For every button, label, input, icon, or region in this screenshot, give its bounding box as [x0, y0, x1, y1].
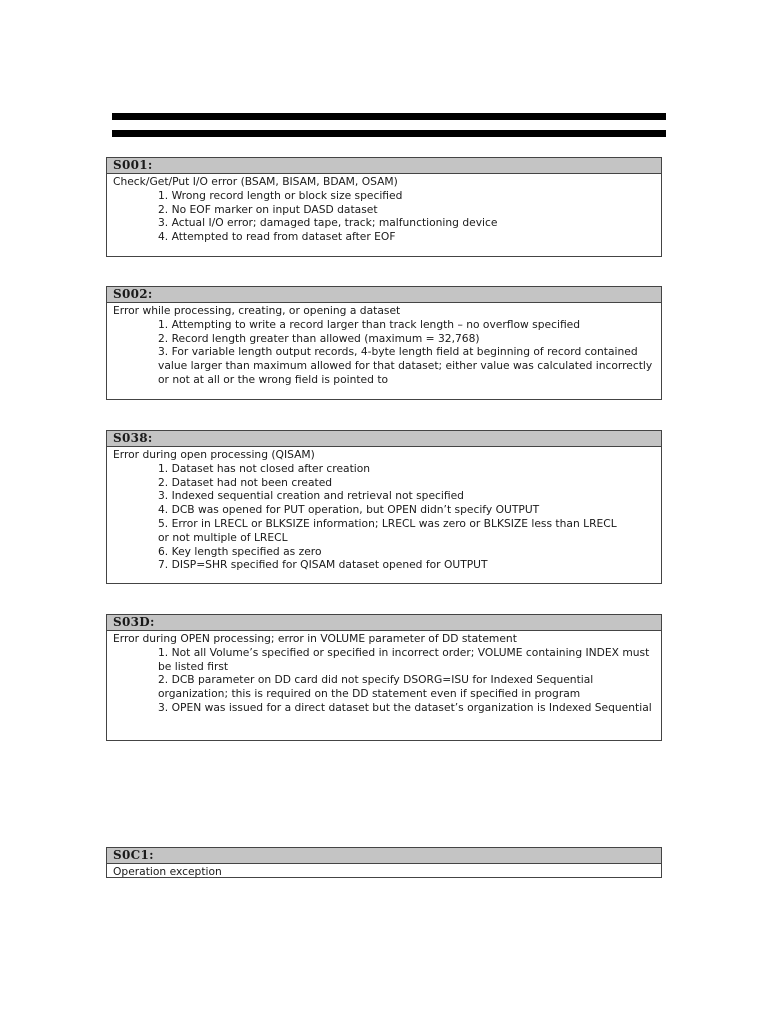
section-description: Operation exception	[113, 865, 222, 878]
cause-item: 1. Dataset has not closed after creation	[158, 461, 371, 475]
cause-item: 6. Key length specified as zero	[158, 544, 322, 558]
abend-section-s038	[106, 430, 662, 584]
section-body	[107, 447, 661, 572]
section-body	[107, 864, 661, 879]
section-code: S002:	[107, 287, 661, 303]
cause-item: 3. Indexed sequential creation and retrieval not specified	[158, 489, 464, 503]
cause-item: 4. DCB was opened for PUT operation, but OPEN didn’t specify OUTPUT	[158, 503, 540, 517]
section-description: Check/Get/Put I/O error (BSAM, BISAM, BDAM, OSAM)	[113, 175, 398, 188]
cause-list	[113, 318, 657, 387]
abend-section-s03d	[106, 614, 662, 741]
cause-item: 3. Actual I/O error; damaged tape, track; malfunctioning device	[158, 216, 498, 230]
header-rule-bottom	[112, 130, 666, 137]
cause-item: 2. Dataset had not been created	[158, 475, 333, 489]
section-code: S03D:	[107, 615, 661, 631]
cause-item: 5. Error in LRECL or BLKSIZE information; LRECL was zero or BLKSIZE less than LRECL	[158, 516, 617, 530]
section-description: Error during open processing (QISAM)	[113, 448, 315, 461]
section-body	[107, 174, 661, 244]
section-body	[107, 303, 661, 387]
header-rule-top	[112, 113, 666, 120]
cause-item-continuation: or not multiple of LRECL	[158, 530, 288, 544]
section-code: S038:	[107, 431, 661, 447]
abend-section-s001	[106, 157, 662, 257]
cause-item: 7. DISP=SHR specified for QISAM dataset opened for OUTPUT	[158, 558, 488, 572]
cause-list	[113, 646, 657, 715]
cause-item: 1. Wrong record length or block size specified	[158, 188, 403, 202]
section-description: Error during OPEN processing; error in VOLUME parameter of DD statement	[113, 632, 517, 645]
cause-item: 2. No EOF marker on input DASD dataset	[158, 202, 378, 216]
abend-section-s002	[106, 286, 662, 400]
cause-item: 2. Record length greater than allowed (maximum = 32,768)	[158, 331, 480, 345]
section-body	[107, 631, 661, 715]
section-description: Error while processing, creating, or opening a dataset	[113, 304, 401, 317]
cause-item: 2. DCB parameter on DD card did not specify DSORG=ISU for Indexed Sequential organization; this is required on the DD statement even if specified in program	[158, 673, 594, 701]
section-code: S0C1:	[107, 848, 661, 864]
cause-item: 3. OPEN was issued for a direct dataset but the dataset’s organization is Indexed Sequential	[158, 700, 652, 714]
cause-item: 1. Attempting to write a record larger than track length – no overflow specified	[158, 317, 581, 331]
cause-list	[113, 462, 657, 572]
cause-item: 1. Not all Volume’s specified or specified in incorrect order; VOLUME containing INDEX must be listed first	[158, 645, 650, 673]
cause-list	[113, 189, 657, 244]
cause-item: 4. Attempted to read from dataset after EOF	[158, 230, 396, 244]
cause-item: 3. For variable length output records, 4-byte length field at beginning of record contained value larger than maximum allowed for that dataset; either value was calculated incorrectly or not at all or the wrong field is pointed to	[158, 345, 653, 386]
section-code: S001:	[107, 158, 661, 174]
abend-section-s0c1	[106, 847, 662, 878]
